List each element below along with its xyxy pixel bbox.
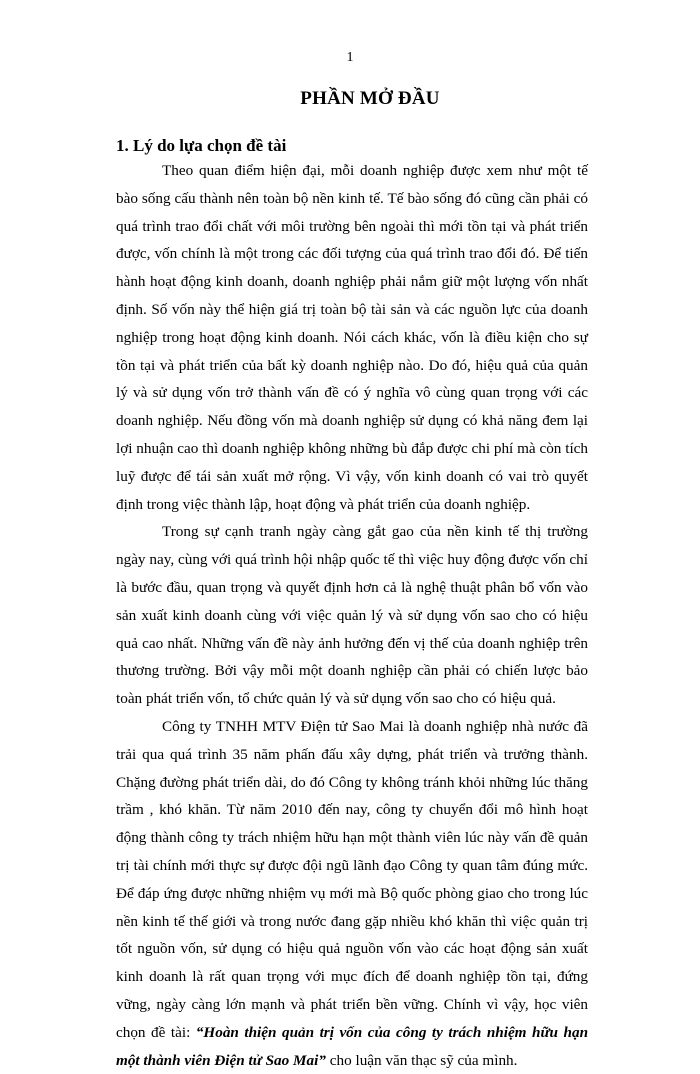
paragraph-2: Trong sự cạnh tranh ngày càng gắt gao của nền kinh tế thị trường ngày nay, cùng với quá trình hội nhập quốc tế thì việc huy động được vốn chỉ là bước đầu, quan trọng và quyết định hơn cả là nghệ thuật phân bổ vốn vào sản xuất kinh doanh cùng với việc quản lý và sử dụng vốn sao cho có hiệu quả cao nhất. Những vấn đề này ảnh hưởng đến vị thế của doanh nghiệp trên thương trường. Bởi vậy mỗi một doanh nghiệp cần phải có chiến lược bảo toàn phát triển vốn, tổ chức quản lý và sử dụng vốn sao cho có hiệu quả. [116, 523, 588, 708]
paragraph-3-text: Công ty TNHH MTV Điện tử Sao Mai là doanh nghiệp nhà nước đã trải qua quá trình 35 năm phấn đấu xây dựng, phát triển và trưởng thành. Chặng đường phát triển dài, do đó Công ty không tránh khỏi những lúc thăng trầm , khó khăn. Từ năm 2010 đến nay, công ty chuyển đổi mô hình hoạt động thành công ty trách nhiệm hữu hạn một thành viên lúc này vấn đề quản trị tài chính mới thực sự được đội ngũ lãnh đạo Công ty quan tâm đúng mức. Để đáp ứng được những nhiệm vụ mới mà Bộ quốc phòng giao cho trong lúc nền kinh tế thế giới và trong nước đang gặp nhiều khó khăn thì việc quản trị tốt nguồn vốn, sử dụng có hiệu quả nguồn vốn vào các hoạt động sản xuất kinh doanh là rất quan trọng với mục đích để doanh nghiệp tồn tại, đứng vững, ngày càng lớn mạnh và phát triển bền vững. Chính vì vậy, học viên chọn đề tài: [116, 717, 588, 1041]
document-body [116, 157, 588, 1074]
closing-text: cho luận văn thạc sỹ của mình. [325, 1051, 518, 1069]
page-title: PHẦN MỞ ĐẦU [300, 88, 440, 109]
page-number: 1 [346, 50, 354, 65]
paragraph-1: Theo quan điểm hiện đại, mỗi doanh nghiệp được xem như một tế bào sống cấu thành nên toàn bộ nền kinh tế. Tế bào sống đó cũng cần phải có quá trình trao đổi chất với môi trường bên ngoài thì mới tồn tại và phát triển được, vốn chính là một trong các đối tượng của quá trình trao đổi đó. Để tiến hành hoạt động kinh doanh, doanh nghiệp phải nắm giữ một lượng vốn nhất định. Số vốn này thể hiện giá trị toàn bộ tài sản và các nguồn lực của doanh nghiệp trong hoạt động kinh doanh. Nói cách khác, vốn là điều kiện cho sự tồn tại và phát triển của bất kỳ doanh nghiệp nào. Do đó, hiệu quả của quản lý và sử dụng vốn trở thành vấn đề có ý nghĩa vô cùng quan trọng với các doanh nghiệp. Nếu đồng vốn mà doanh nghiệp sử dụng có khả năng đem lại lợi nhuận cao thì doanh nghiệp không những bù đắp được chi phí mà còn tích luỹ được để tái sản xuất mở rộng. Vì vậy, vốn kinh doanh có vai trò quyết định trong việc thành lập, hoạt động và phát triển của doanh nghiệp. [116, 162, 588, 513]
section-heading: 1. Lý do lựa chọn đề tài [116, 136, 287, 155]
paragraph-3 [116, 713, 588, 1074]
thesis-title: “Hoàn thiện quản trị vốn của công ty trách nhiệm hữu hạn một thành viên Điện tử Sao Mai” [116, 1023, 589, 1069]
